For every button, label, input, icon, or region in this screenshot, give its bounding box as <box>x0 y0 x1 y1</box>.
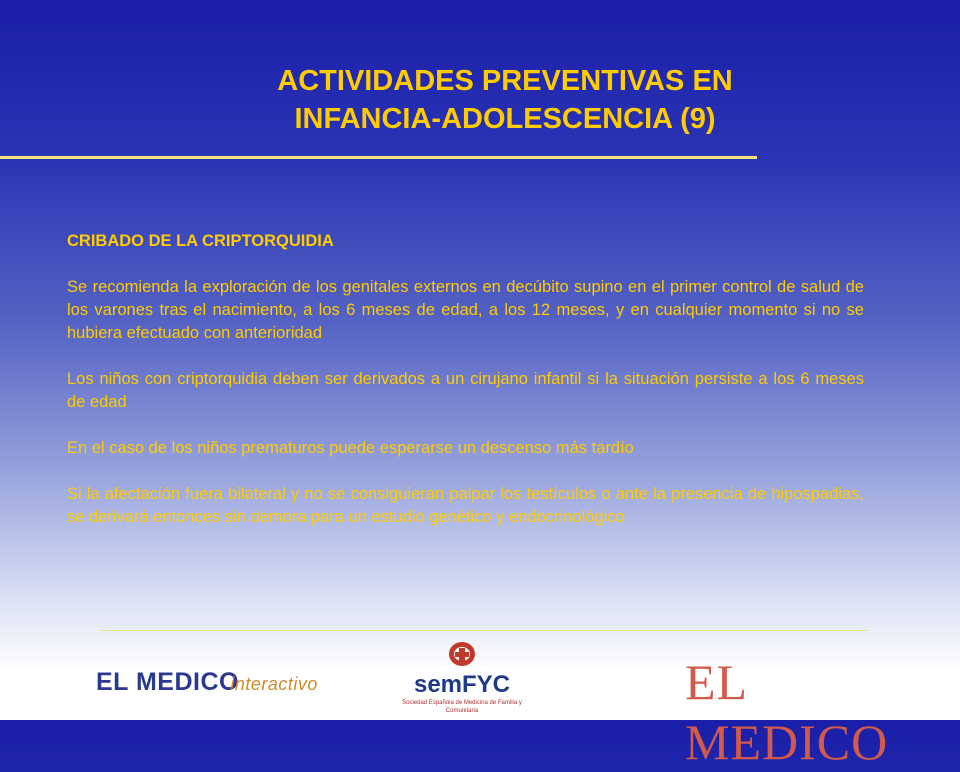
semfyc-logo <box>392 640 532 715</box>
slide-title-line2: INFANCIA-ADOLESCENCIA (9) <box>294 103 716 135</box>
paragraph-2: Los niños con criptorquidia deben ser derivados a un cirujano infantil si la situación persiste a los 6 meses de edad <box>67 370 864 411</box>
semfyc-subtitle: Sociedad Española de Medicina de Familia y Comunitaria <box>402 700 522 714</box>
paragraph-4: Si la afectación fuera bilateral y no se consiguieran palpar los testículos o ante la presencia de hipospadias, se derivará entonces sin demora para un estudio genético y endocrinológico <box>67 485 864 526</box>
slide-title <box>130 62 880 138</box>
paragraph-1: Se recomienda la exploración de los genitales externos en decúbito supino en el primer control de salud de los varones tras el nacimiento, a los 6 meses de edad, a los 12 meses, y en cualquier momento si no se hubiera efectuado con anterioridad <box>67 278 864 342</box>
footer-divider <box>100 630 868 631</box>
section-heading: CRIBADO DE LA CRIPTORQUIDIA <box>67 232 334 250</box>
paragraph-3: En el caso de los niños prematuros puede esperarse un descenso más tardío <box>67 439 634 457</box>
slide-content <box>67 230 864 552</box>
title-divider <box>0 156 757 159</box>
logo-left-text: EL MEDICO <box>96 668 239 696</box>
semfyc-emblem-icon <box>442 640 482 670</box>
el-medico-logo: EL MEDICO <box>685 654 889 770</box>
logo-left-tail: interactivo <box>230 674 318 694</box>
semfyc-name: semFYC <box>413 671 511 698</box>
el-medico-interactivo-logo <box>96 668 318 697</box>
slide-title-line1: ACTIVIDADES PREVENTIVAS EN <box>277 65 733 97</box>
